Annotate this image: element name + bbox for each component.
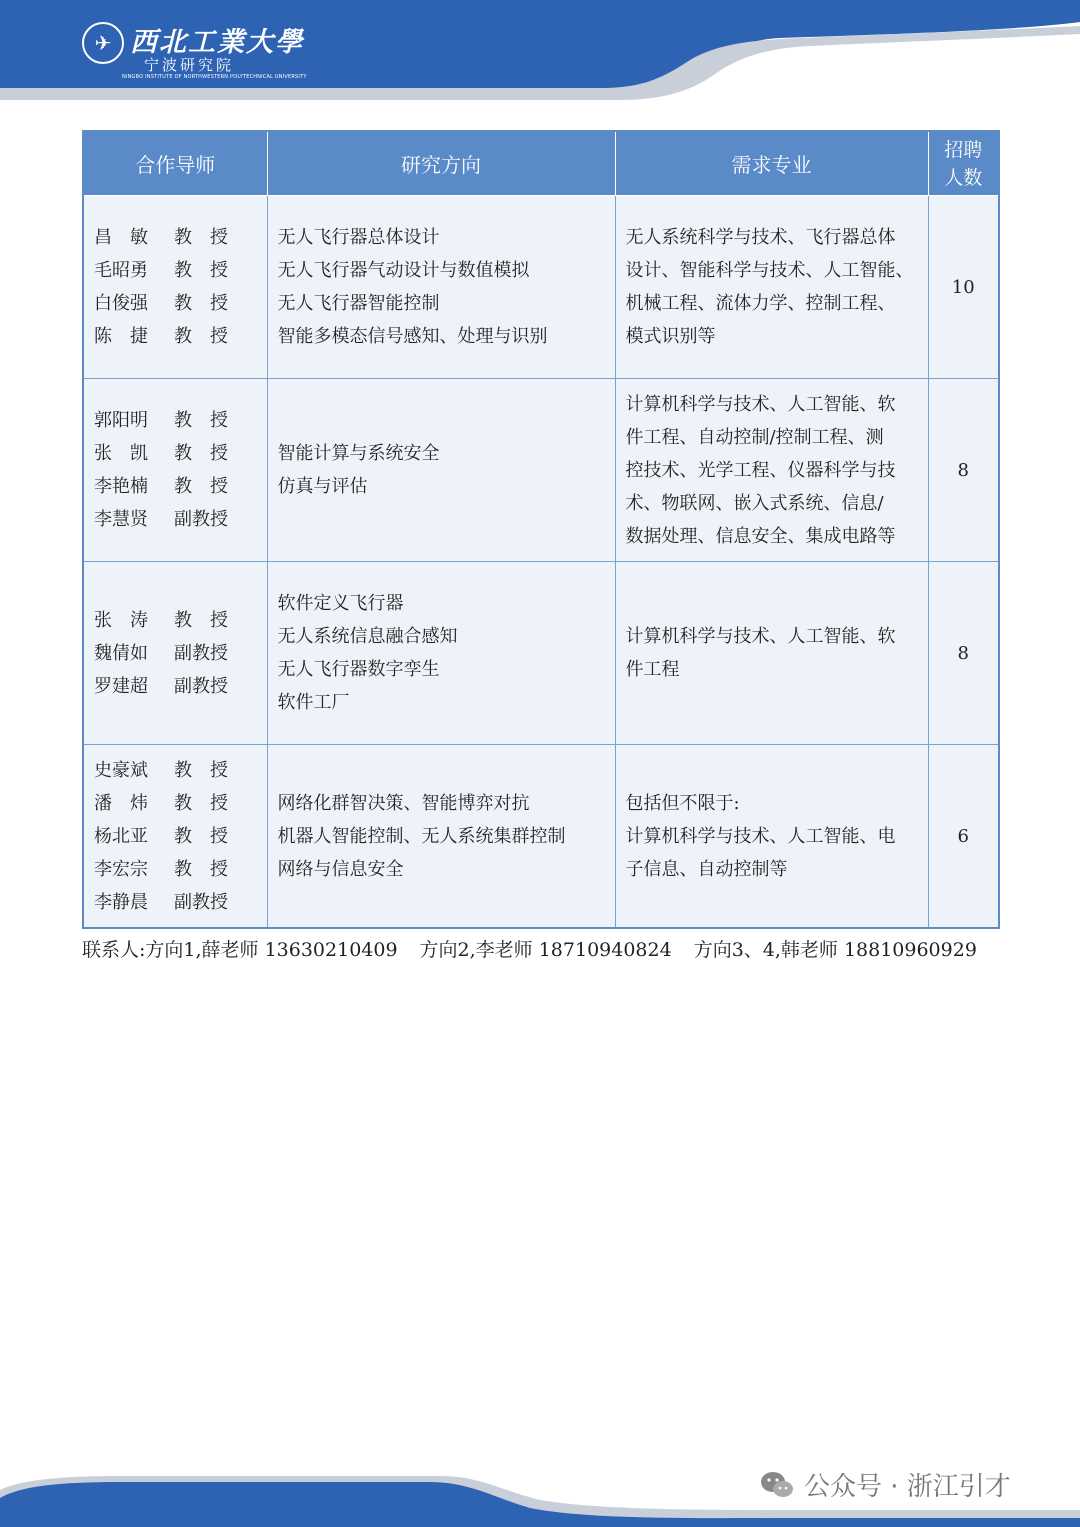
major-item: 件工程 (625, 659, 680, 680)
advisor-entry (94, 754, 257, 787)
page-header (0, 0, 1080, 105)
header-major: 需求专业 (615, 131, 928, 196)
table-row (83, 745, 999, 929)
advisor-entry (94, 287, 257, 320)
major-item: 件工程、自动控制/控制工程、测 (625, 426, 884, 448)
advisor-title: 教 授 (174, 609, 228, 631)
major-cell (615, 196, 928, 379)
header-direction: 研究方向 (267, 131, 615, 196)
advisor-name: 昌 敏 (94, 227, 148, 248)
count-cell: 8 (928, 562, 999, 745)
advisor-name: 白俊强 (94, 293, 148, 314)
advisor-name: 潘 炜 (94, 792, 148, 814)
advisor-entry (94, 604, 257, 637)
advisor-title: 副教授 (174, 891, 228, 913)
table-body (83, 196, 999, 929)
major-cell (615, 562, 928, 745)
direction-item: 网络与信息安全 (277, 858, 404, 880)
direction-item: 软件工厂 (277, 692, 350, 713)
institute-name: 宁波研究院 (144, 56, 235, 74)
wechat-icon (760, 1471, 794, 1499)
institute-english-name: NINGBO INSTITUTE OF NORTHWESTERN POLYTECHNICAL UNIVERSITY (122, 74, 307, 80)
direction-item: 无人系统信息融合感知 (277, 626, 458, 647)
advisor-cell (83, 562, 267, 745)
advisor-title: 教 授 (174, 759, 228, 781)
direction-item: 智能多模态信号感知、处理与识别 (277, 326, 548, 347)
advisor-entry (94, 670, 257, 703)
advisor-title: 教 授 (174, 443, 228, 464)
header-count (928, 131, 999, 196)
direction-item: 无人飞行器总体设计 (277, 227, 440, 248)
advisor-name: 陈 捷 (94, 326, 148, 347)
university-logo (82, 20, 307, 82)
contact-item: 方向3、4,韩老师 18810960929 (693, 939, 977, 961)
advisor-title: 教 授 (174, 825, 228, 847)
direction-cell (267, 196, 615, 379)
direction-cell (267, 562, 615, 745)
direction-cell (267, 379, 615, 562)
advisor-name: 李艳楠 (94, 476, 148, 497)
advisor-entry (94, 886, 257, 919)
advisor-entry (94, 853, 257, 886)
direction-item: 仿真与评估 (277, 476, 368, 497)
advisor-cell (83, 379, 267, 562)
advisor-entry (94, 470, 257, 503)
advisor-cell (83, 196, 267, 379)
major-cell (615, 379, 928, 562)
count-cell: 10 (928, 196, 999, 379)
direction-cell (267, 745, 615, 929)
advisor-name: 杨北亚 (94, 825, 148, 847)
header-count-text: 招聘 人数 (944, 138, 983, 189)
major-item: 计算机科学与技术、人工智能、软 (625, 393, 896, 415)
direction-item: 智能计算与系统安全 (277, 443, 440, 464)
direction-item: 软件定义飞行器 (277, 593, 404, 614)
advisor-title: 教 授 (174, 858, 228, 880)
advisor-name: 史豪斌 (94, 759, 148, 781)
advisor-cell (83, 745, 267, 929)
advisor-name: 张 凯 (94, 443, 148, 464)
advisor-name: 李宏宗 (94, 858, 148, 880)
table-header-row (83, 131, 999, 196)
header-advisor: 合作导师 (83, 131, 267, 196)
advisor-name: 李静晨 (94, 891, 148, 913)
advisor-title: 教 授 (174, 227, 228, 248)
advisor-name: 魏倩如 (94, 642, 148, 664)
advisor-name: 毛昭勇 (94, 260, 148, 281)
advisor-entry (94, 254, 257, 287)
table-row (83, 562, 999, 745)
advisor-title: 副教授 (174, 675, 228, 697)
advisor-name: 张 涛 (94, 609, 148, 631)
direction-item: 无人飞行器气动设计与数值模拟 (277, 260, 530, 281)
major-item: 设计、智能科学与技术、人工智能、 (625, 260, 914, 281)
direction-item: 机器人智能控制、无人系统集群控制 (277, 825, 566, 847)
table-row (83, 196, 999, 379)
advisor-title: 教 授 (174, 792, 228, 814)
advisor-title: 教 授 (174, 410, 228, 431)
advisor-entry (94, 820, 257, 853)
advisor-name: 李慧贤 (94, 509, 148, 530)
wechat-watermark (760, 1466, 1011, 1503)
advisor-entry (94, 503, 257, 536)
university-name: 西北工業大學 (130, 27, 304, 58)
advisor-entry (94, 320, 257, 353)
watermark-text: 公众号 · 浙江引才 (804, 1472, 1011, 1502)
major-item: 机械工程、流体力学、控制工程、 (625, 293, 896, 314)
major-item: 计算机科学与技术、人工智能、电 (625, 825, 896, 847)
advisor-title: 教 授 (174, 260, 228, 281)
advisor-name: 郭阳明 (94, 410, 148, 431)
major-item: 数据处理、信息安全、集成电路等 (625, 525, 896, 547)
university-emblem-icon: ✈ (82, 22, 124, 64)
major-cell (615, 745, 928, 929)
direction-item: 无人飞行器数字孪生 (277, 659, 440, 680)
direction-item: 网络化群智决策、智能博弈对抗 (277, 792, 530, 814)
advisor-entry (94, 221, 257, 254)
table-row (83, 379, 999, 562)
count-cell: 6 (928, 745, 999, 929)
recruitment-table (82, 130, 1000, 929)
major-item: 包括但不限于: (625, 792, 740, 814)
direction-item: 无人飞行器智能控制 (277, 293, 440, 314)
major-item: 模式识别等 (625, 326, 716, 347)
advisor-entry (94, 787, 257, 820)
contact-item: 方向1,薛老师 13630210409 (145, 939, 398, 961)
major-item: 子信息、自动控制等 (625, 858, 788, 880)
contact-label: 联系人: (82, 939, 146, 961)
advisor-title: 教 授 (174, 293, 228, 314)
advisor-entry (94, 637, 257, 670)
advisor-name: 罗建超 (94, 675, 148, 697)
advisor-entry (94, 437, 257, 470)
advisor-title: 副教授 (174, 509, 228, 530)
major-item: 术、物联网、嵌入式系统、信息/ (625, 492, 884, 514)
count-cell: 8 (928, 379, 999, 562)
contact-line (82, 935, 977, 962)
advisor-title: 教 授 (174, 476, 228, 497)
major-item: 控技术、光学工程、仪器科学与技 (625, 459, 896, 481)
major-item: 无人系统科学与技术、飞行器总体 (625, 227, 896, 248)
major-item: 计算机科学与技术、人工智能、软 (625, 626, 896, 647)
advisor-title: 副教授 (174, 642, 228, 664)
advisor-title: 教 授 (174, 326, 228, 347)
contact-item: 方向2,李老师 18710940824 (419, 939, 672, 961)
advisor-entry (94, 404, 257, 437)
